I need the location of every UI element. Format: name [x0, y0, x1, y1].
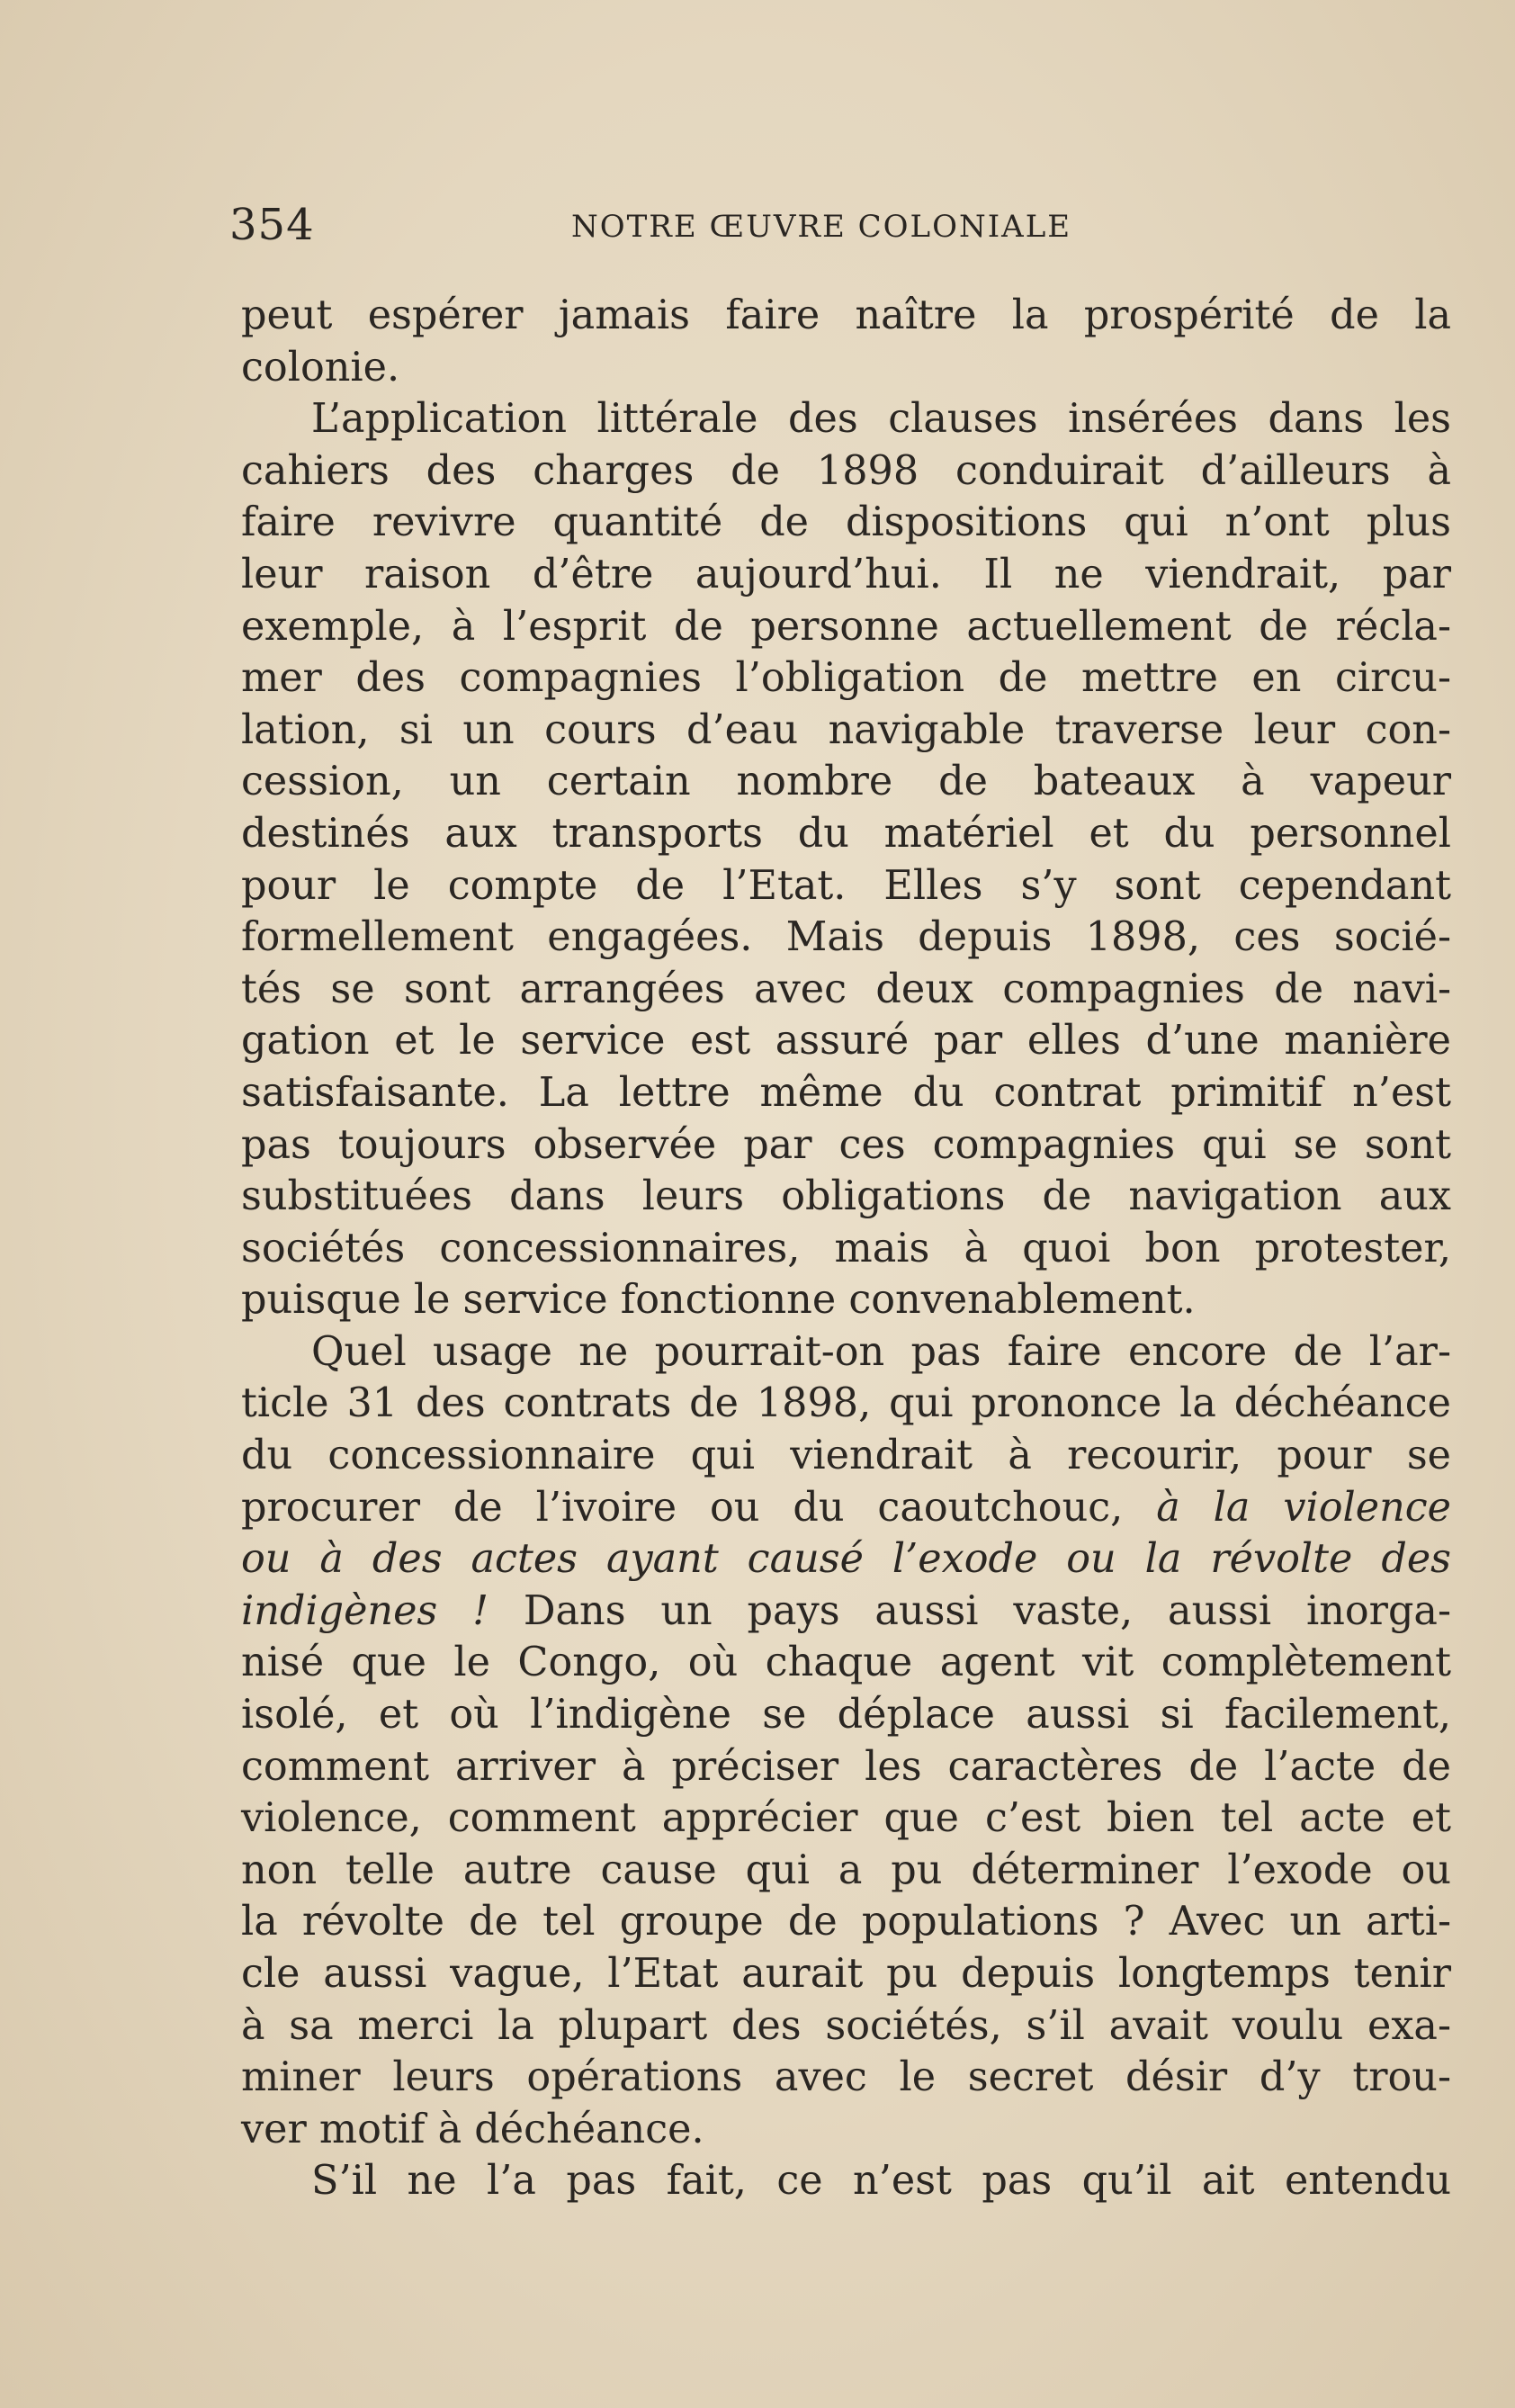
- text-line: cle aussi vague, l’Etat aurait pu depuis longtemps tenir: [241, 1951, 1451, 1997]
- text-line: [241, 1533, 1451, 1586]
- text-line: tés se sont arrangées avec deux compagnies de navi-: [241, 966, 1451, 1012]
- text-line: ticle 31 des contrats de 1898, qui prononce la déchéance: [241, 1380, 1451, 1427]
- page-number: 354: [229, 200, 315, 250]
- text-line: gation et le service est assuré par elles d’une manière: [241, 1018, 1451, 1065]
- running-head: [229, 200, 1462, 254]
- text-line: sociétés concessionnaires, mais à quoi bon protester,: [241, 1225, 1451, 1271]
- italic-text-run: à la violence: [1156, 1484, 1451, 1531]
- text-line: violence, comment apprécier que c’est bien tel acte et: [241, 1795, 1451, 1842]
- running-title: NOTRE ŒUVRE COLONIALE: [571, 209, 1072, 245]
- text-line: [241, 1482, 1451, 1534]
- text-line: L’application littérale des clauses insérées dans les: [311, 396, 1451, 443]
- text-run: Dans un pays aussi vaste, aussi inorga-: [489, 1587, 1451, 1634]
- text-line: isolé, et où l’indigène se déplace aussi si facilement,: [241, 1692, 1451, 1739]
- body-text: [241, 290, 1451, 2207]
- text-line: destinés aux transports du matériel et du personnel: [241, 810, 1451, 857]
- italic-text-run: ou à des actes ayant causé l’exode ou la révolte des: [241, 1536, 1451, 1583]
- text-run: procurer de l’ivoire ou du caoutchouc,: [241, 1484, 1157, 1531]
- text-line: ver motif à déchéance.: [241, 2106, 704, 2152]
- text-line: S’il ne l’a pas fait, ce n’est pas qu’il ait entendu: [311, 2158, 1451, 2205]
- text-line: miner leurs opérations avec le secret désir d’y trou-: [241, 2054, 1451, 2101]
- text-line: faire revivre quantité de dispositions qui n’ont plus: [241, 499, 1451, 546]
- text-line: comment arriver à préciser les caractères de l’acte de: [241, 1743, 1451, 1790]
- text-line: cahiers des charges de 1898 conduirait d’ailleurs à: [241, 447, 1451, 494]
- text-line: colonie.: [241, 344, 400, 391]
- text-line: non telle autre cause qui a pu déterminer l’exode ou: [241, 1846, 1451, 1893]
- text-line: la révolte de tel groupe de populations ? Avec un arti-: [241, 1899, 1451, 1945]
- italic-text-run: indigènes !: [241, 1587, 489, 1634]
- text-line: lation, si un cours d’eau navigable traverse leur con-: [241, 706, 1451, 753]
- text-line: pas toujours observée par ces compagnies qui se sont: [241, 1121, 1451, 1168]
- text-line: puisque le service fonctionne convenablement.: [241, 1277, 1196, 1324]
- text-line: leur raison d’être aujourd’hui. Il ne viendrait, par: [241, 551, 1451, 598]
- text-line: peut espérer jamais faire naître la prospérité de la: [241, 292, 1451, 338]
- text-line: pour le compte de l’Etat. Elles s’y sont cependant: [241, 862, 1451, 909]
- text-line: nisé que le Congo, où chaque agent vit complètement: [241, 1640, 1451, 1686]
- text-line: Quel usage ne pourrait-on pas faire encore de l’ar-: [311, 1328, 1451, 1375]
- text-line: [241, 1586, 1451, 1638]
- text-line: satisfaisante. La lettre même du contrat primitif n’est: [241, 1069, 1451, 1116]
- text-line: substituées dans leurs obligations de navigation aux: [241, 1173, 1451, 1220]
- text-line: formellement engagées. Mais depuis 1898, ces socié-: [241, 914, 1451, 961]
- text-line: du concessionnaire qui viendrait à recourir, pour se: [241, 1433, 1451, 1479]
- text-line: exemple, à l’esprit de personne actuellement de récla-: [241, 603, 1451, 650]
- text-line: cession, un certain nombre de bateaux à vapeur: [241, 759, 1451, 805]
- text-line: mer des compagnies l’obligation de mettre en circu-: [241, 655, 1451, 702]
- text-line: à sa merci la plupart des sociétés, s’il avait voulu exa-: [241, 2002, 1451, 2049]
